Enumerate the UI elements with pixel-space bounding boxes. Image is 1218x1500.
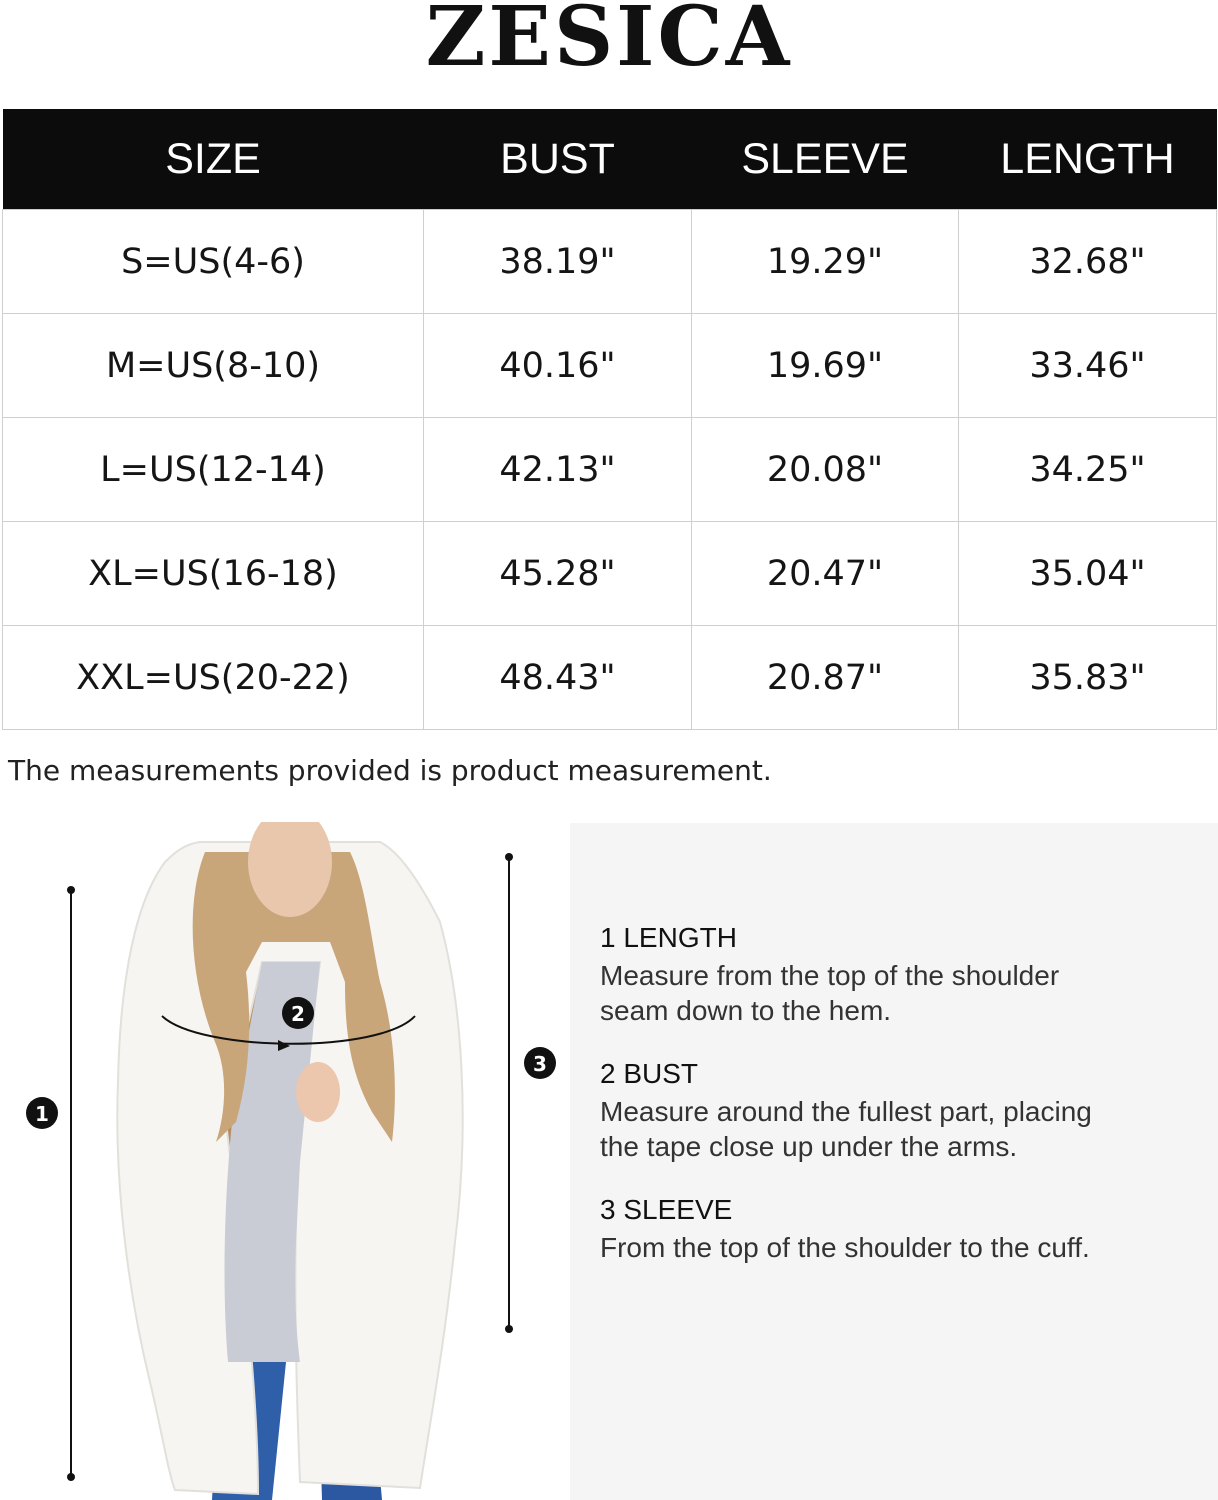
length-cell: 35.83": [959, 626, 1217, 730]
guide-length-desc-line: seam down to the hem.: [600, 995, 892, 1026]
header-length: LENGTH: [959, 109, 1217, 210]
svg-text:1: 1: [35, 1102, 49, 1126]
size-cell: XXL=US(20-22): [3, 626, 424, 730]
length-cell: 34.25": [959, 418, 1217, 522]
brand-logo: ZESICA: [425, 0, 793, 85]
marker-2-icon: [282, 997, 314, 1029]
svg-text:2: 2: [291, 1002, 305, 1026]
table-row: [3, 522, 1217, 626]
guide-bust-desc-line: Measure around the fullest part, placing: [600, 1096, 1092, 1127]
bust-cell: 45.28": [424, 522, 692, 626]
guide-sleeve-description: [600, 1230, 1200, 1265]
guide-length-desc-line: Measure from the top of the shoulder: [600, 960, 1060, 991]
length-cell: 35.04": [959, 522, 1217, 626]
size-chart-table: [2, 109, 1217, 730]
guide-sleeve: [600, 1194, 1200, 1265]
bust-cell: 42.13": [424, 418, 692, 522]
model-photo: [0, 822, 570, 1500]
sleeve-cell: 20.87": [692, 626, 959, 730]
marker-1-icon: [26, 1097, 58, 1129]
sleeve-cell: 19.69": [692, 314, 959, 418]
guide-bust-title: 2 BUST: [600, 1058, 699, 1089]
sleeve-cell: 20.47": [692, 522, 959, 626]
guide-bust: [600, 1058, 1200, 1164]
guide-sleeve-desc-line: From the top of the shoulder to the cuff.: [600, 1232, 1090, 1263]
bust-cell: 40.16": [424, 314, 692, 418]
guide-length: [600, 922, 1200, 1028]
length-cell: 32.68": [959, 210, 1217, 314]
guide-sleeve-title: 3 SLEEVE: [600, 1194, 733, 1225]
table-row: [3, 210, 1217, 314]
guide-length-description: [600, 958, 1200, 1028]
marker-3-icon: [524, 1047, 556, 1079]
size-cell: L=US(12-14): [3, 418, 424, 522]
size-cell: S=US(4-6): [3, 210, 424, 314]
size-cell: M=US(8-10): [3, 314, 424, 418]
guide-bust-description: [600, 1094, 1200, 1164]
size-cell: XL=US(16-18): [3, 522, 424, 626]
table-row: [3, 418, 1217, 522]
bust-cell: 38.19": [424, 210, 692, 314]
table-row: [3, 626, 1217, 730]
length-cell: 33.46": [959, 314, 1217, 418]
sleeve-cell: 19.29": [692, 210, 959, 314]
guide-bust-desc-line: the tape close up under the arms.: [600, 1131, 1018, 1162]
header-sleeve: SLEEVE: [692, 109, 959, 210]
guide-length-title: 1 LENGTH: [600, 922, 737, 953]
bust-cell: 48.43": [424, 626, 692, 730]
sleeve-cell: 20.08": [692, 418, 959, 522]
size-chart-header-row: [3, 109, 1217, 210]
table-row: [3, 314, 1217, 418]
hand-illustration: [296, 1062, 340, 1122]
header-size: SIZE: [3, 109, 424, 210]
header-bust: BUST: [424, 109, 692, 210]
measurement-note: The measurements provided is product measurement.: [8, 754, 772, 787]
svg-text:3: 3: [533, 1052, 547, 1076]
